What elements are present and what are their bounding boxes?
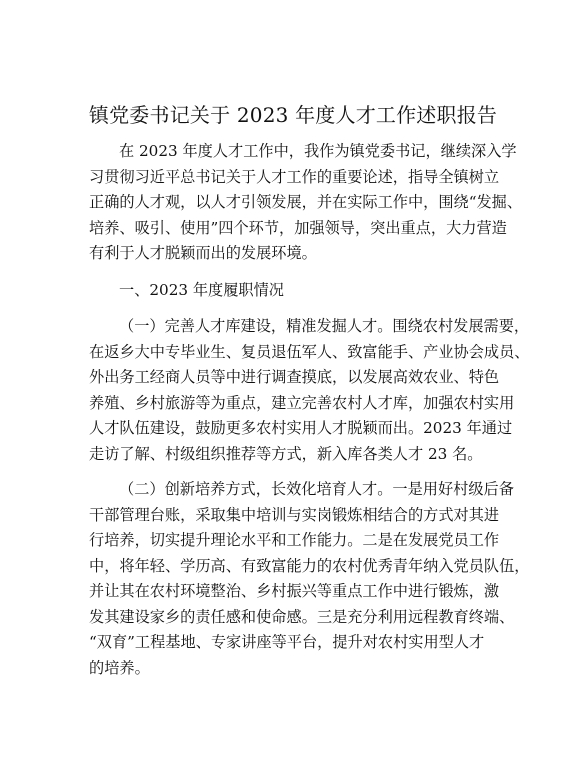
paragraph-line: （二）创新培养方式，长效化培育人才。一是用好村级后备	[119, 480, 514, 498]
paragraph-line: “双育”工程基地、专家讲座等平台，提升对农村实用型人才	[89, 633, 485, 651]
page-title: 镇党委书记关于 2023 年度人才工作述职报告	[88, 103, 498, 127]
paragraph-line: 走访了解、村级组织推荐等方式，新入库各类人才 23 名。	[89, 444, 483, 463]
paragraph-line: 外出务工经商人员等中进行调查摸底，以发展高效农业、特色	[89, 368, 500, 386]
section-heading	[89, 278, 519, 304]
paragraph-line: 人才队伍建设，鼓励更多农村实用人才脱颖而出。2023 年通过	[89, 419, 513, 437]
paragraph-line: 发其建设家乡的责任感和使命感。三是充分利用远程教育终端、	[89, 607, 515, 626]
paragraph-line: 培养、吸引、使用”四个环节，加强领导，突出重点，大力营造	[89, 218, 507, 237]
paragraph-line: 中，将年轻、学历高、有致富能力的农村优秀青年纳入党员队伍，	[89, 556, 530, 575]
paragraph-line: 的培养。	[89, 658, 150, 677]
paragraph-intro	[89, 139, 523, 267]
paragraph-line: 行培养，切实提升理论水平和工作能力。二是在发展党员工作	[89, 531, 500, 549]
paragraph-item-1	[89, 314, 530, 467]
paragraph-line: 并让其在农村环境整治、乡村振兴等重点工作中进行锻炼，激	[89, 582, 500, 600]
paragraph-line: （一）完善人才库建设，精准发掘人才。围绕农村发展需要，	[119, 317, 530, 335]
paragraph-item-2	[89, 477, 530, 681]
paragraph-line: 习贯彻习近平总书记关于人才工作的重要论述，指导全镇树立	[89, 167, 500, 186]
paragraph-line: 正确的人才观，以人才引领发展，并在实际工作中，围绕“发掘、	[89, 193, 523, 211]
section-heading-text: 一、2023 年度履职情况	[119, 281, 284, 299]
paragraph-line: 在 2023 年度人才工作中，我作为镇党委书记，继续深入学	[119, 142, 517, 160]
paragraph-line: 有利于人才脱颖而出的发展环境。	[89, 244, 317, 262]
paragraph-line: 在返乡大中专毕业生、复员退伍军人、致富能手、产业协会成员、	[89, 342, 530, 361]
paragraph-line: 干部管理台账，采取集中培训与实岗锻炼相结合的方式对其进	[89, 505, 500, 524]
paragraph-line: 养殖、乡村旅游等为重点，建立完善农村人才库，加强农村实用	[89, 393, 515, 412]
